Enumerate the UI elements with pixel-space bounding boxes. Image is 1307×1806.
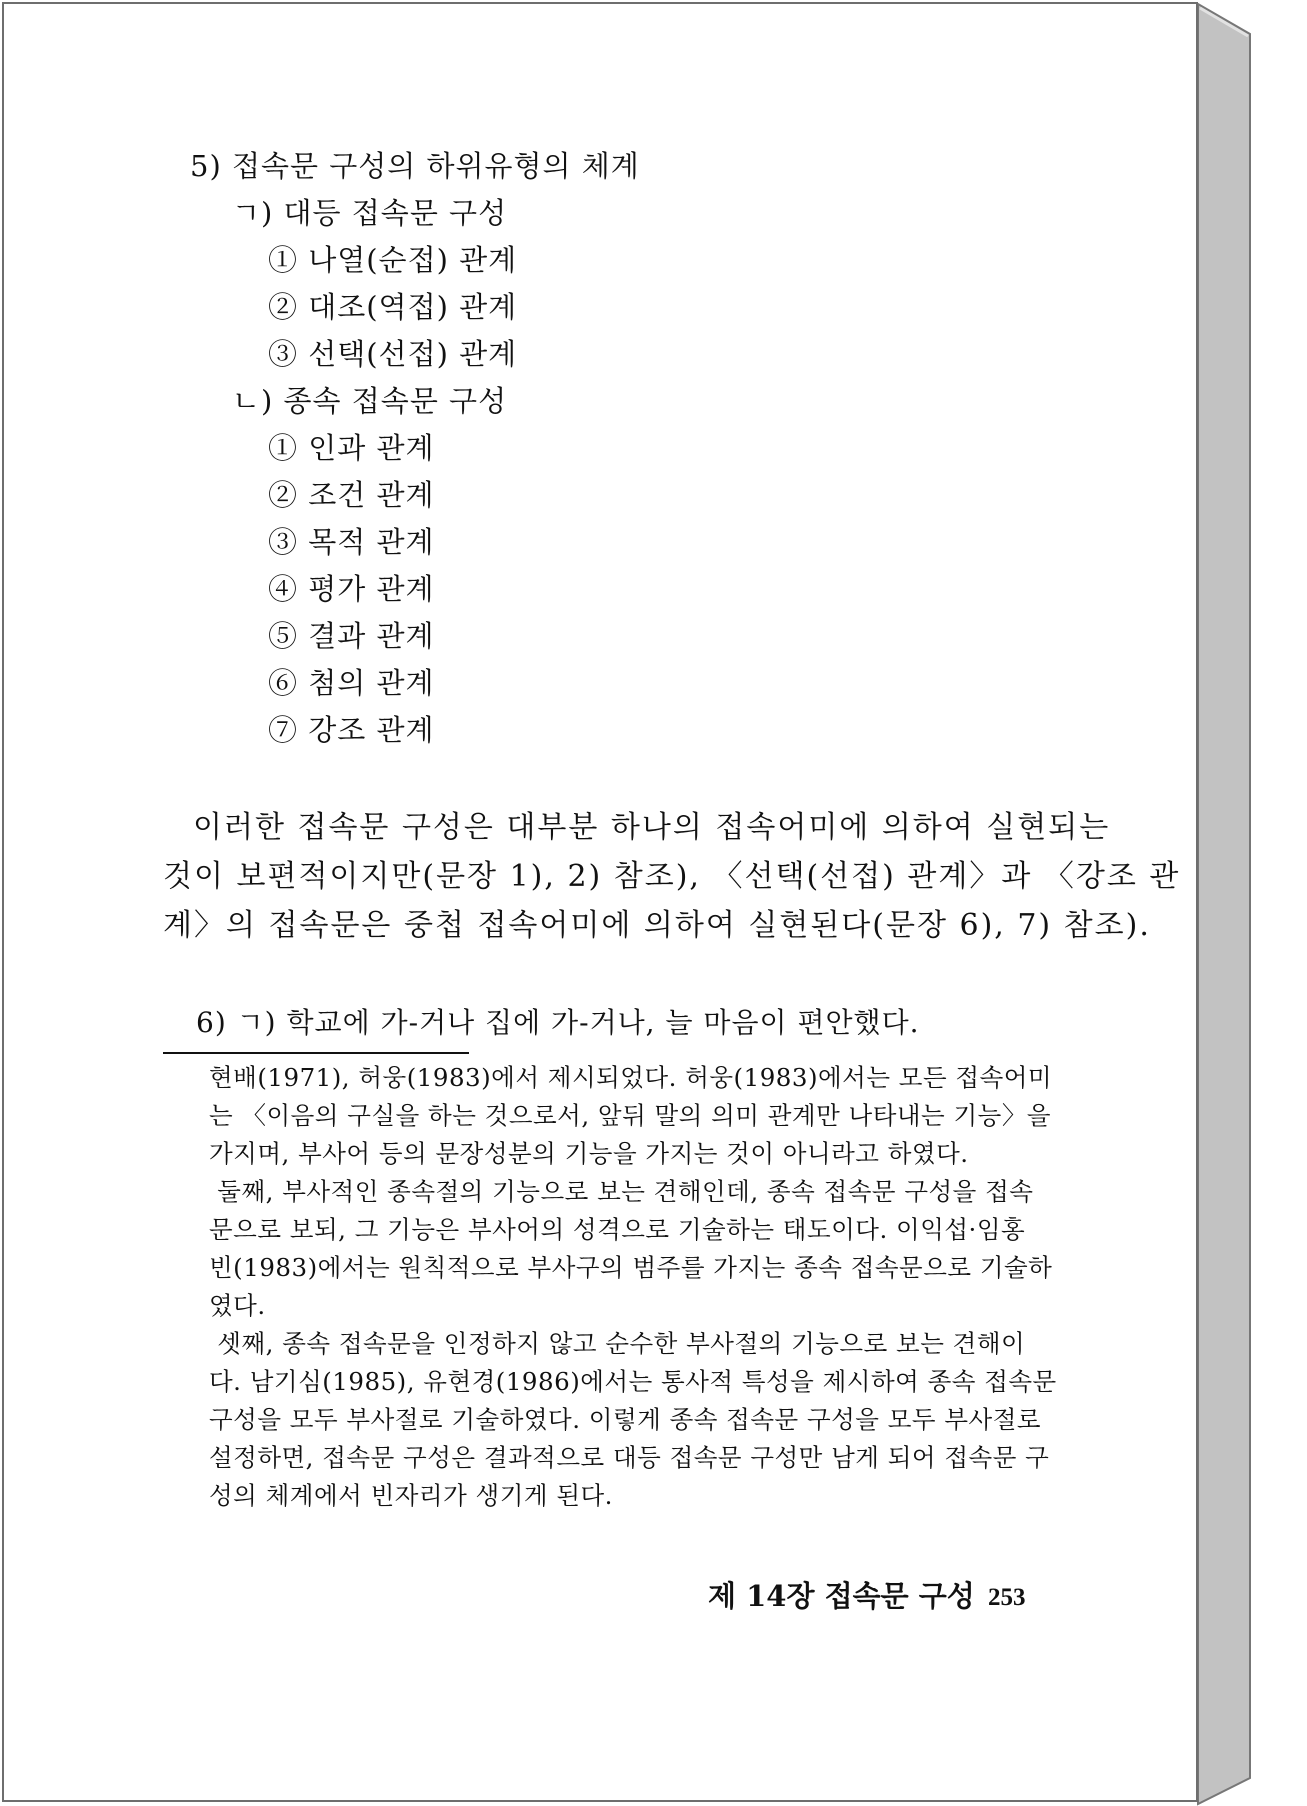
page-number: 253 [988, 1584, 1026, 1611]
footnote-line: 다. 남기심(1985), 유현경(1986)에서는 통사적 특성을 제시하여 종속 접속문 [209, 1367, 1057, 1396]
example-sentence: 6) ㄱ) 학교에 가-거나 집에 가-거나, 늘 마음이 편안했다. [196, 1006, 920, 1039]
footnote-line: 설정하면, 접속문 구성은 결과적으로 대등 접속문 구성만 남게 되어 접속문 구 [209, 1443, 1050, 1472]
coordinate-label: ㄱ) 대등 접속문 구성 [232, 196, 508, 230]
subordinate-item: ③ 목적 관계 [268, 525, 435, 559]
subordinate-item: ⑥ 첨의 관계 [268, 666, 435, 700]
footnote-line: 구성을 모두 부사절로 기술하였다. 이렇게 종속 접속문 구성을 모두 부사절로 [209, 1405, 1042, 1434]
subordinate-item: ④ 평가 관계 [268, 572, 435, 606]
paragraph-line: 이러한 접속문 구성은 대부분 하나의 접속어미에 의하여 실현되는 [193, 810, 1111, 845]
subordinate-item: ⑦ 강조 관계 [268, 713, 435, 747]
footnote-line: 둘째, 부사적인 종속절의 기능으로 보는 견해인데, 종속 접속문 구성을 접속 [209, 1177, 1034, 1206]
footnote-line: 셋째, 종속 접속문을 인정하지 않고 순수한 부사절의 기능으로 보는 견해이 [209, 1329, 1026, 1358]
footnote-line: 가지며, 부사어 등의 문장성분의 기능을 가지는 것이 아니라고 하였다. [209, 1139, 969, 1168]
paragraph-line: 계〉의 접속문은 중첩 접속어미에 의하여 실현된다(문장 6), 7) 참조). [163, 908, 1151, 943]
coordinate-item: ② 대조(역접) 관계 [268, 290, 518, 324]
subordinate-item: ⑤ 결과 관계 [268, 619, 435, 653]
chapter-footer: 제 14장 접속문 구성 [708, 1579, 975, 1613]
footnote-line: 현배(1971), 허웅(1983)에서 제시되었다. 허웅(1983)에서는 모든 접속어미 [209, 1063, 1053, 1092]
footnote-line: 는 〈이음의 구실을 하는 것으로서, 앞뒤 말의 의미 관계만 나타내는 기능〉을 [209, 1101, 1052, 1130]
footnote-line: 였다. [209, 1291, 266, 1320]
subordinate-item: ② 조건 관계 [268, 478, 435, 512]
subordinate-item: ① 인과 관계 [268, 431, 435, 465]
footnote-divider [163, 1052, 469, 1054]
subordinate-label: ㄴ) 종속 접속문 구성 [232, 384, 508, 418]
outline-heading: 5) 접속문 구성의 하위유형의 체계 [190, 149, 640, 183]
footnote-line: 성의 체계에서 빈자리가 생기게 된다. [209, 1481, 613, 1510]
page [2, 2, 1198, 1802]
coordinate-item: ① 나열(순접) 관계 [268, 243, 518, 277]
coordinate-item: ③ 선택(선접) 관계 [268, 337, 518, 371]
footnote-line: 빈(1983)에서는 원칙적으로 부사구의 범주를 가지는 종속 접속문으로 기술하 [209, 1253, 1053, 1282]
footnote-line: 문으로 보되, 그 기능은 부사어의 성격으로 기술하는 태도이다. 이익섭·임홍 [209, 1215, 1026, 1244]
paragraph-line: 것이 보편적이지만(문장 1), 2) 참조), 〈선택(선접) 관계〉과 〈강조 관 [163, 859, 1181, 894]
